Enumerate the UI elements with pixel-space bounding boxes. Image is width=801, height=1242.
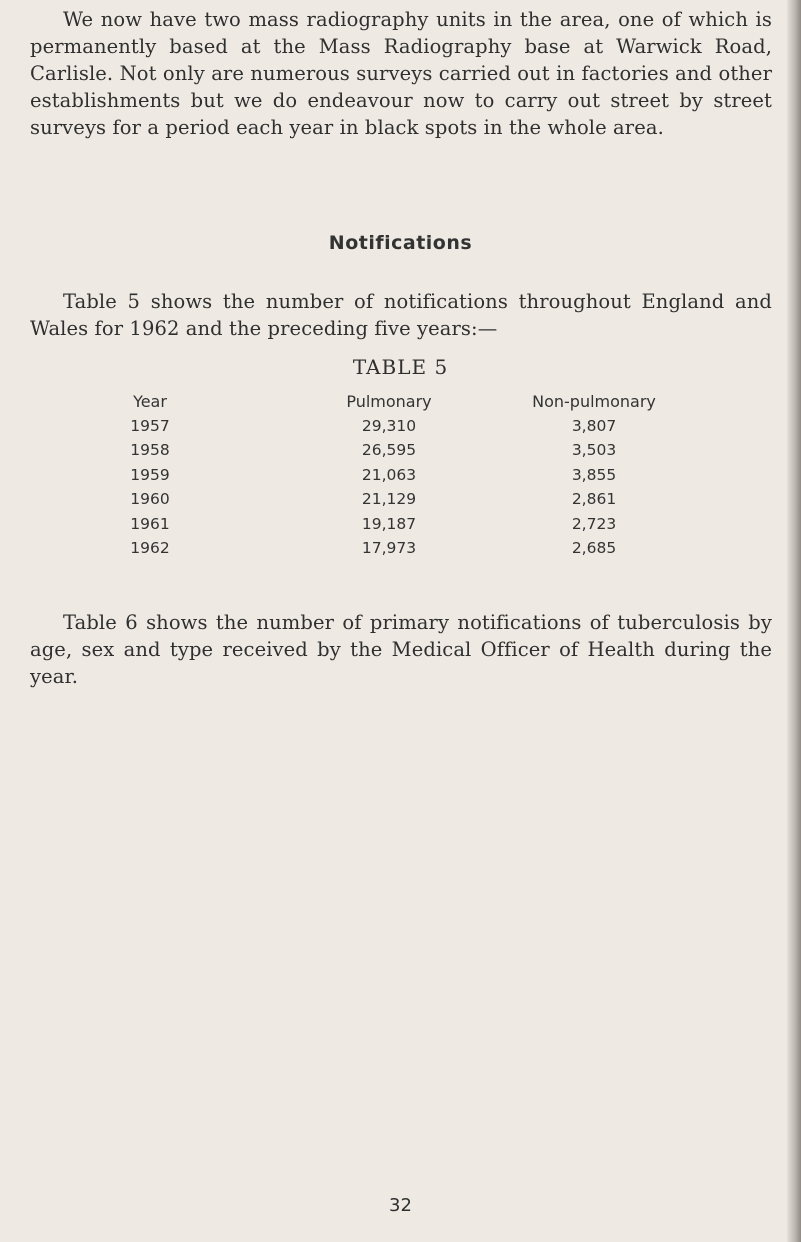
column-header-non-pulmonary: Non-pulmonary — [532, 392, 656, 411]
paragraph-table5-intro: Table 5 shows the number of notifications throughout England and Wales for 1962 and the preceding five years:— — [30, 290, 772, 340]
year-cell: 1962 — [130, 539, 170, 557]
table-title: TABLE 5 — [352, 355, 449, 379]
non-pulmonary-cell: 3,807 — [571, 416, 617, 435]
table-header-row — [30, 392, 772, 417]
year-cell: 1959 — [130, 465, 170, 484]
paragraph-mass-radiography: We now have two mass radiography units in the area, one of which is permanently based at the Mass Radiography base at Warwick Road, Carlisle. Not only are numerous surveys carried out in factories and other establishments but we do endeavour now to carry out street by street surveys for a period each year in black spots in the whole area. — [30, 8, 772, 139]
column-header-year: Year — [133, 392, 167, 411]
paragraph-table6-intro: Table 6 shows the number of primary notifications of tuberculosis by age, sex and type received by the Medical Officer of Health during the year. — [30, 611, 772, 688]
non-pulmonary-cell: 3,503 — [571, 441, 617, 459]
pulmonary-cell: 21,063 — [361, 465, 417, 484]
pulmonary-cell: 26,595 — [361, 441, 417, 459]
page-number: 32 — [389, 1195, 412, 1216]
non-pulmonary-cell: 2,861 — [571, 490, 617, 508]
table-row — [30, 466, 772, 491]
table-row — [30, 539, 772, 564]
notifications-table — [30, 392, 772, 564]
year-cell: 1957 — [130, 416, 170, 435]
year-cell: 1961 — [130, 514, 170, 533]
section-heading: Notifications — [328, 232, 473, 254]
table-row — [30, 490, 772, 515]
year-cell: 1958 — [130, 441, 170, 459]
pulmonary-cell: 29,310 — [361, 416, 417, 435]
page-edge-shadow — [787, 0, 801, 1242]
table-row — [30, 441, 772, 466]
pulmonary-cell: 19,187 — [361, 514, 417, 533]
table-row — [30, 515, 772, 540]
non-pulmonary-cell: 3,855 — [571, 465, 617, 484]
column-header-pulmonary: Pulmonary — [346, 392, 432, 411]
table-row — [30, 417, 772, 442]
pulmonary-cell: 17,973 — [361, 539, 417, 557]
non-pulmonary-cell: 2,685 — [571, 539, 617, 557]
year-cell: 1960 — [130, 490, 170, 508]
pulmonary-cell: 21,129 — [361, 490, 417, 508]
non-pulmonary-cell: 2,723 — [571, 514, 617, 533]
